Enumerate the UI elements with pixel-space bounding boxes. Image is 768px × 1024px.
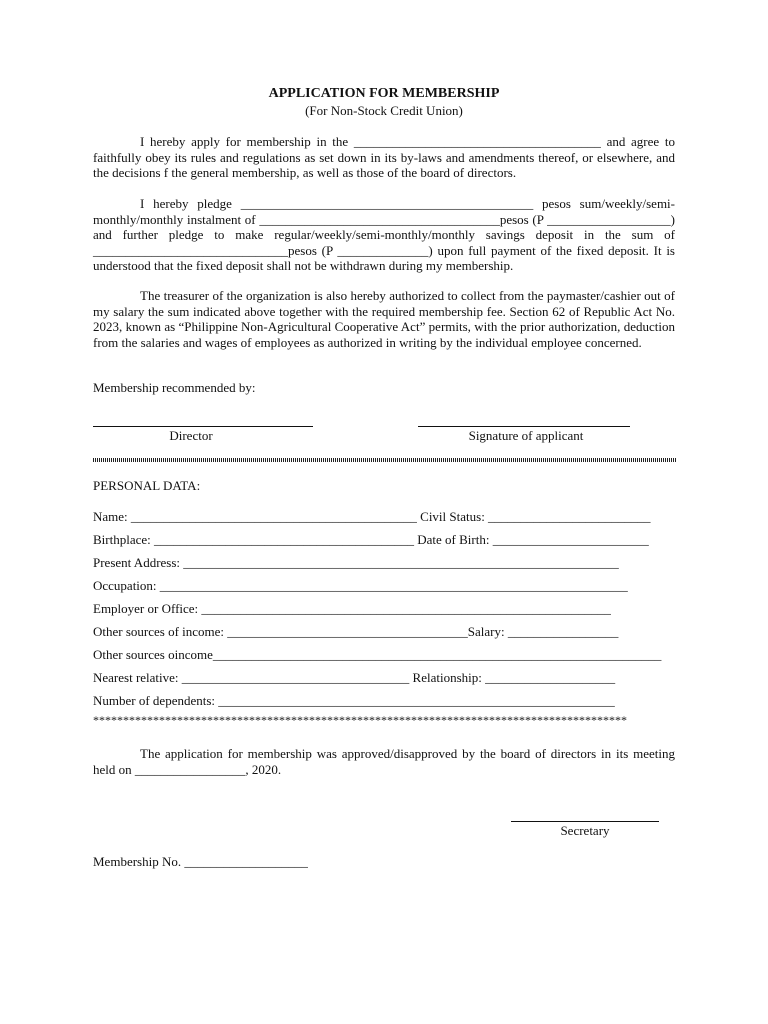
secretary-label: Secretary: [560, 823, 610, 838]
occupation-field[interactable]: Occupation: ________________________________________________________________________: [93, 578, 628, 593]
personal-data-heading: PERSONAL DATA:: [93, 478, 201, 493]
pledge-paragraph: [93, 196, 675, 274]
approval-paragraph: [93, 746, 675, 777]
name-civil-status-field[interactable]: Name: ____________________________________________ Civil Status: _________________________: [93, 509, 651, 524]
secretary-signature-line[interactable]: [511, 821, 659, 822]
application-paragraph: [93, 134, 675, 181]
approval-paragraph-text: The application for membership was approved/disapproved by the board of directors in its meeting held on _________________, 2020.: [93, 746, 675, 777]
authorization-paragraph: [93, 288, 675, 350]
director-label: Director: [169, 428, 213, 443]
application-paragraph-text: I hereby apply for membership in the ______________________________________ and agree to faithfully obey its rules and regulations as set down in its by-laws and amendments thereof, or elsewhere, and the decisions f the general membership, as well as those of the board of directors.: [93, 134, 675, 180]
section-divider: [93, 458, 676, 462]
pledge-paragraph-text: I hereby pledge _____________________________________________ pesos sum/weekly/semi-monthly/monthly instalment of _____________________________________pesos (P ___________________) and further pledge to make regular/weekly/semi-monthly/monthly savings deposit in the sum of ______________________________pesos (P ______________) upon full payment of the fixed deposit. It is understood that the fixed deposit shall not be withdrawn during my membership.: [93, 196, 675, 273]
star-divider: *****************************************************************************************: [93, 713, 627, 727]
form-subtitle: (For Non-Stock Credit Union): [305, 103, 463, 118]
present-address-field[interactable]: Present Address: ___________________________________________________________________: [93, 555, 619, 570]
employer-field[interactable]: Employer or Office: _______________________________________________________________: [93, 601, 611, 616]
recommended-by-label: Membership recommended by:: [93, 380, 256, 395]
other-income-salary-field[interactable]: Other sources of income: _____________________________________Salary: _________________: [93, 624, 619, 639]
birthplace-date-of-birth-field[interactable]: Birthplace: ________________________________________ Date of Birth: ________________________: [93, 532, 649, 547]
applicant-signature-label: Signature of applicant: [468, 428, 584, 443]
dependents-field[interactable]: Number of dependents: _____________________________________________________________: [93, 693, 615, 708]
other-income-field[interactable]: Other sources oincome_____________________________________________________________________: [93, 647, 662, 662]
authorization-paragraph-text: The treasurer of the organization is also hereby authorized to collect from the paymaster/cashier out of my salary the sum indicated above together with the required membership fee. Section 62 of Republic Act No. 2023, known as “Philippine Non-Agricultural Cooperative Act” permits, with the prior authorization, deduction from the salaries and wages of employees as authorized in writing by the individual employee concerned.: [93, 288, 675, 350]
director-signature-line[interactable]: [93, 426, 313, 427]
applicant-signature-line[interactable]: [418, 426, 630, 427]
nearest-relative-field[interactable]: Nearest relative: ___________________________________ Relationship: ____________________: [93, 670, 616, 685]
membership-number-field[interactable]: Membership No. ___________________: [93, 854, 308, 869]
form-title: APPLICATION FOR MEMBERSHIP: [268, 86, 500, 101]
